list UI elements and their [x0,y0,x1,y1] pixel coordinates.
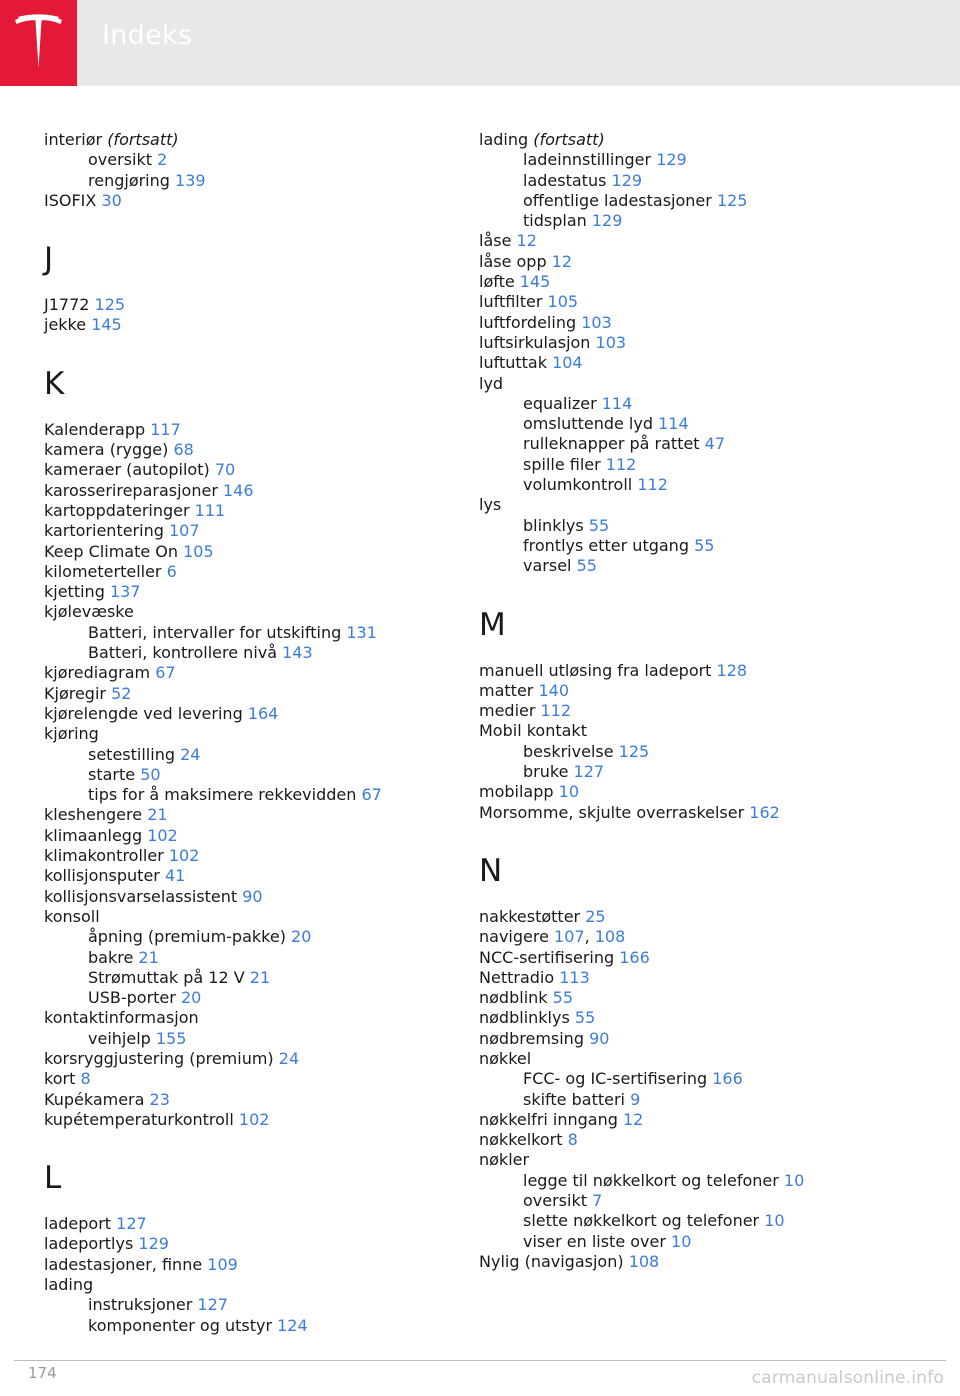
index-term: kamera (rygge) [44,440,169,460]
page-link[interactable]: 10 [558,782,579,802]
index-term: skifte batteri [523,1089,625,1109]
index-subentry [44,1029,464,1049]
index-term: ladestasjoner, finne [44,1254,203,1274]
page-link[interactable]: 12 [551,251,573,271]
page-link[interactable]: 50 [140,764,161,784]
index-term: kjølevæske [44,602,134,622]
page-link[interactable]: 112 [605,454,637,474]
index-subentry [479,1232,899,1252]
index-subentry [479,536,899,556]
index-subentry [479,455,899,475]
index-term: Kjøregir [44,683,106,703]
index-subentry [479,1211,899,1231]
page-link[interactable]: 125 [618,741,650,761]
page-header [0,0,960,86]
index-term: blinklys [523,515,584,535]
index-entry [479,1008,899,1028]
page-link[interactable]: 128 [716,660,748,680]
page-link[interactable]: 127 [116,1214,147,1234]
index-subentry [479,742,899,762]
index-term: varsel [523,556,572,576]
index-column-left [44,130,464,1336]
index-entry [44,440,464,460]
index-term: kleshengere [44,805,143,825]
index-term: slette nøkkelkort og telefoner [523,1211,760,1231]
page-link[interactable]: 52 [111,683,132,703]
index-term: kameraer (autopilot) [44,460,210,480]
index-subentry [479,1191,899,1211]
page-link[interactable]: 104 [552,353,583,373]
index-term: volumkontroll [523,475,633,495]
index-term: Nettradio [479,967,555,987]
index-subentry [479,150,899,170]
index-term: jekke [44,315,87,335]
page-link[interactable]: 55 [576,556,597,576]
page-link[interactable]: 12 [623,1109,644,1129]
index-term: luftfilter [479,292,543,312]
index-term: ladeinnstillinger [523,150,652,170]
page-link[interactable]: 20 [291,927,312,947]
index-term: ISOFIX [44,190,97,210]
index-term: navigere [479,927,549,947]
index-term: kjørelengde ved levering [44,703,243,723]
index-entry [479,988,899,1008]
page-link[interactable]: 90 [589,1028,610,1048]
page-link[interactable]: 55 [694,535,715,555]
index-entry [44,1090,464,1110]
page-link[interactable]: 10 [671,1231,692,1251]
page-link[interactable]: 166 [712,1069,743,1089]
index-entry [479,1110,899,1130]
index-term: Batteri, intervaller for utskifting [88,622,342,642]
index-entry [479,272,899,292]
page-link[interactable]: 143 [282,643,313,663]
index-term: setestilling [88,744,175,764]
index-entry [44,1255,464,1275]
index-subentry [44,948,464,968]
index-entry [479,495,899,515]
page-link[interactable]: 145 [91,315,122,335]
index-subentry [44,765,464,785]
page-link[interactable]: 140 [538,680,569,700]
index-entry [479,353,899,373]
index-term: frontlys etter utgang [523,535,689,555]
page-link[interactable]: 166 [619,947,650,967]
index-term: instruksjoner [88,1295,193,1315]
index-term: nøkkel [479,1048,532,1068]
index-entry [44,1069,464,1089]
index-term: kort [44,1069,76,1089]
index-term: Kalenderapp [44,419,146,439]
index-term: interiør [44,130,103,149]
index-entry [479,292,899,312]
index-term: åpning (premium-pakke) [88,927,286,947]
index-term: ladeport [44,1214,112,1234]
page-link[interactable]: 102 [238,1109,270,1129]
index-term: spille filer [523,454,601,474]
page-link[interactable]: 23 [149,1089,170,1109]
index-entry [44,1110,464,1130]
index-subentry [44,968,464,988]
index-term: kontaktinformasjon [44,1008,199,1028]
page-link[interactable]: 108 [628,1251,660,1271]
section-letter: L [44,1160,62,1197]
index-entry [44,846,464,866]
page-link[interactable]: 8 [80,1069,91,1089]
page-link[interactable]: 103 [581,312,612,332]
index-entry [44,460,464,480]
index-entry [479,701,899,721]
page-link[interactable]: 25 [585,906,606,926]
index-term: kollisjonsputer [44,866,160,886]
page-link[interactable]: 107 [168,521,200,541]
index-entry [44,420,464,440]
index-term: legge til nøkkelkort og telefoner [523,1170,779,1190]
index-term: låse opp [479,251,547,271]
page-link[interactable]: 145 [519,272,551,292]
index-subentry [44,1295,464,1315]
index-entry [44,724,464,744]
index-subentry [479,394,899,414]
page-link[interactable]: 102 [147,825,178,845]
page-link[interactable]: 125 [716,190,748,210]
index-term: kartorientering [44,521,164,541]
index-entry [44,684,464,704]
index-entry [479,130,899,150]
index-subentry [44,988,464,1008]
index-term: komponenter og utstyr [88,1315,273,1335]
index-entry [44,907,464,927]
index-entry: navigere 107, 108 [479,927,626,947]
page-link[interactable]: 105 [183,541,214,561]
page-link[interactable]: 137 [109,582,141,602]
page-link[interactable]: 20 [180,988,202,1008]
page-link[interactable]: 107 [554,927,585,947]
index-term: lading [479,130,529,149]
index-entry [479,1130,899,1150]
index-entry [44,1049,464,1069]
index-term: Morsomme, skjulte overraskelser [479,802,745,822]
page-link[interactable]: 109 [207,1254,238,1274]
index-term: matter [479,680,534,700]
index-term: Keep Climate On [44,541,179,561]
index-term: rengjøring [88,170,170,190]
continued-label: (fortsatt) [533,130,605,149]
page-link[interactable]: 111 [194,500,226,520]
index-entry [44,704,464,724]
index-term: lyd [479,373,504,393]
index-term: konsoll [44,906,100,926]
page-link[interactable]: 7 [592,1191,603,1211]
index-entry [479,1150,899,1170]
page-title: Indeks [102,20,193,51]
page-link[interactable]: 129 [138,1234,169,1254]
index-entry [479,1252,899,1272]
index-column-right [479,130,899,1272]
index-term: starte [88,764,136,784]
index-subentry [44,643,464,663]
index-subentry [479,762,899,782]
index-subentry [479,475,899,495]
page-link[interactable]: 114 [601,393,633,413]
index-term: lys [479,495,502,515]
index-subentry [44,745,464,765]
page-link[interactable]: 129 [656,150,687,170]
index-term: nøkler [479,1150,530,1170]
index-term: Nylig (navigasjon) [479,1251,624,1271]
index-entry [44,130,464,150]
index-subentry [479,1090,899,1110]
index-entry [44,805,464,825]
footer-divider [14,1360,946,1361]
index-term: Strømuttak på 12 V [88,967,245,987]
page-link[interactable]: 21 [147,805,168,825]
index-subentry [479,1171,899,1191]
index-term: Kupékamera [44,1089,145,1109]
index-term: rulleknapper på rattet [523,434,700,454]
index-term: korsryggjustering (premium) [44,1048,274,1068]
index-term: nøkkelkort [479,1130,563,1150]
index-entry [44,866,464,886]
index-term: ladestatus [523,170,607,190]
index-term: kjørediagram [44,663,151,683]
page-link[interactable]: 112 [540,701,572,721]
index-entry [44,295,464,315]
index-subentry [44,150,464,170]
page-link[interactable]: 12 [516,231,537,251]
index-term: luftfordeling [479,312,577,332]
page-link[interactable]: 127 [197,1295,228,1315]
page-link[interactable]: 55 [588,515,610,535]
page-link[interactable]: 67 [155,663,176,683]
index-entry [479,803,899,823]
page-link[interactable]: 102 [168,846,200,866]
index-term: J1772 [44,295,90,315]
section-letter: K [44,365,65,402]
brand-logo [0,0,77,86]
index-term: offentlige ladestasjoner [523,190,712,210]
page-link[interactable]: 129 [591,211,623,231]
page-link[interactable]: 164 [247,703,279,723]
tesla-logo-icon [13,14,64,70]
page-link[interactable]: 30 [101,190,122,210]
index-entry [44,602,464,622]
index-term: nøkkelfri inngang [479,1109,618,1129]
index-entry [44,562,464,582]
index-term: lading [44,1275,94,1295]
index-term: låse [479,231,512,251]
page-link[interactable]: 105 [547,292,579,312]
index-term: bakre [88,947,134,967]
page-link[interactable]: 55 [574,1008,596,1028]
index-entry [44,1008,464,1028]
index-entry [44,887,464,907]
index-subentry [479,171,899,191]
page-link[interactable]: 70 [214,460,236,480]
index-term: karosserireparasjoner [44,480,218,500]
index-entry [44,1275,464,1295]
index-term: kupétemperaturkontroll [44,1109,234,1129]
index-term: nødbremsing [479,1028,584,1048]
page-link[interactable]: 125 [94,295,126,315]
page-link[interactable]: 67 [361,785,382,805]
index-subentry [479,516,899,536]
index-term: kilometerteller [44,561,162,581]
page-link[interactable]: 9 [630,1089,641,1109]
index-entry [479,1049,899,1069]
index-term: nakkestøtter [479,906,581,926]
page-link[interactable]: 127 [573,762,605,782]
page-link[interactable]: 162 [749,802,780,822]
page-link[interactable]: 41 [164,866,186,886]
index-term: kjøring [44,724,99,744]
index-entry [44,663,464,683]
index-term: tips for å maksimere rekkevidden [88,785,357,805]
page-link[interactable]: 10 [783,1170,805,1190]
index-term: oversikt [88,150,152,170]
index-subentry [44,927,464,947]
index-term: nødblinklys [479,1008,570,1028]
index-entry [479,313,899,333]
index-term: kartoppdateringer [44,500,190,520]
page-link[interactable]: 155 [155,1028,187,1048]
page-link[interactable]: 112 [637,475,668,495]
index-entry [479,907,899,927]
page-link[interactable]: 129 [611,170,643,190]
index-entry [44,1234,464,1254]
index-entry [44,501,464,521]
index-subentry [479,1069,899,1089]
index-term: Mobil kontakt [479,721,587,741]
index-subentry [44,623,464,643]
index-entry [44,1214,464,1234]
index-term: oversikt [523,1191,587,1211]
page-link[interactable]: 117 [150,419,181,439]
page-link[interactable]: 114 [658,414,689,434]
index-term: mobilapp [479,782,554,802]
page-link[interactable]: 55 [552,988,573,1008]
index-entry [479,661,899,681]
index-term: nødblink [479,988,548,1008]
index-term: FCC- og IC-sertifisering [523,1069,708,1089]
index-entry [479,721,899,741]
index-entry [44,521,464,541]
index-term: kollisjonsvarselassistent [44,886,238,906]
page-link[interactable]: 21 [138,947,159,967]
index-entry [44,542,464,562]
index-entry [479,782,899,802]
index-entry [479,948,899,968]
page-link[interactable]: 24 [180,744,201,764]
index-term: løfte [479,272,515,292]
page-link[interactable]: 24 [278,1048,300,1068]
page-link[interactable]: 10 [764,1211,785,1231]
section-letter: J [44,241,54,278]
index-entry [44,315,464,335]
section-letter: M [479,606,506,643]
index-subentry [479,434,899,454]
index-term: USB-porter [88,988,176,1008]
index-term: ladeportlys [44,1234,134,1254]
index-term: veihjelp [88,1028,151,1048]
index-entry [44,582,464,602]
index-entry [479,333,899,353]
index-entry [479,1029,899,1049]
index-term: beskrivelse [523,741,614,761]
index-subentry [44,171,464,191]
page-number: 174 [28,1364,57,1382]
index-term: omsluttende lyd [523,414,653,434]
index-term: manuell utløsing fra ladeport [479,660,712,680]
page-link[interactable]: 103 [595,332,627,352]
page-link[interactable]: 8 [567,1130,578,1150]
index-entry [479,374,899,394]
index-term: klimakontroller [44,846,164,866]
index-subentry [44,785,464,805]
page-link[interactable]: 146 [222,480,254,500]
page-link[interactable]: 47 [704,434,726,454]
index-entry [479,968,899,988]
index-subentry [479,414,899,434]
page-link[interactable]: 113 [559,967,590,987]
index-entry [44,481,464,501]
section-letter: N [479,852,503,889]
index-term: kjetting [44,582,105,602]
page-link[interactable]: 108 [594,927,626,947]
page-link[interactable]: 90 [242,886,263,906]
index-entry [44,191,464,211]
index-subentry [479,556,899,576]
page-link[interactable]: 6 [166,561,177,581]
index-subentry [44,1316,464,1336]
index-term: NCC-sertifisering [479,947,615,967]
watermark: carmanualsonline.info [751,1368,944,1388]
page-link[interactable]: 68 [173,440,194,460]
index-entry [479,681,899,701]
index-entry [479,252,899,272]
index-term: viser en liste over [523,1231,666,1251]
page-link[interactable]: 2 [157,150,168,170]
page-link[interactable]: 124 [277,1315,308,1335]
page-link[interactable]: 139 [175,170,206,190]
index-term: luftuttak [479,353,547,373]
index-term: luftsirkulasjon [479,332,591,352]
index-entry [44,826,464,846]
index-term: bruke [523,762,569,782]
page-link[interactable]: 21 [249,967,271,987]
index-entry [479,231,899,251]
page-link[interactable]: 131 [346,622,377,642]
index-term: equalizer [523,393,597,413]
continued-label: (fortsatt) [107,130,179,149]
index-subentry [479,211,899,231]
index-term: tidsplan [523,211,587,231]
index-term: Batteri, kontrollere nivå [88,643,278,663]
index-term: klimaanlegg [44,825,143,845]
index-term: medier [479,701,536,721]
index-subentry [479,191,899,211]
